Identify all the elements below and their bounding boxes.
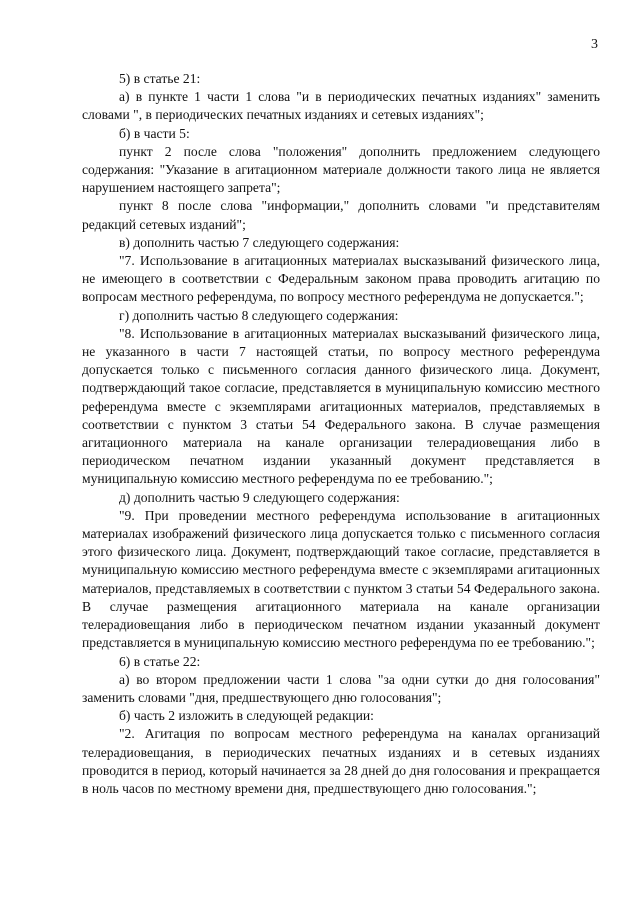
paragraph: "9. При проведении местного референдума использование в агитационных материалах изображений физического лица допускается только с письменного согласия этого физического лица. Документ, подтверждающий такое согласие, представляется в муниципальную комиссию местного референдума вместе с экземплярами агитационных материалов, представляемых в соответствии с пунктом 3 статьи 54 Федерального закона. В случае размещения агитационного материала на канале организации телерадиовещания либо в периодическом печатном издании указанный документ представляется в муниципальную комиссию местного референдума по ее требованию."; bbox=[82, 507, 600, 651]
paragraph: 6) в статье 22: bbox=[119, 653, 201, 669]
paragraph: д) дополнить частью 9 следующего содержания: bbox=[119, 489, 400, 505]
paragraph: "7. Использование в агитационных материалах высказываний физического лица, не имеющего в соответствии с Федеральным законом права проводить агитацию по вопросам местного референдума, по вопросу местного референдума не допускается."; bbox=[82, 253, 600, 305]
paragraph: "8. Использование в агитационных материалах высказываний физического лица, не указанного в части 7 настоящей статьи, по вопросу местного референдума допускается только с письменного согласия данного физического лица. Документ, подтверждающий такое согласие, представляется в муниципальную комиссию местного референдума вместе с экземплярами агитационных материалов, представляемых в соответствии с пунктом 3 статьи 54 Федерального закона. В случае размещения агитационного материала на канале организации телерадиовещания либо в периодическом печатном издании указанный документ представляется в муниципальную комиссию местного референдума по ее требованию."; bbox=[82, 325, 600, 487]
paragraph: б) в части 5: bbox=[119, 125, 190, 141]
paragraph: в) дополнить частью 7 следующего содержания: bbox=[119, 234, 400, 250]
paragraph: б) часть 2 изложить в следующей редакции: bbox=[119, 708, 374, 724]
paragraph: пункт 8 после слова "информации," дополнить словами "и представителям редакций сетевых изданий"; bbox=[82, 198, 600, 232]
paragraph: г) дополнить частью 8 следующего содержания: bbox=[119, 307, 399, 323]
paragraph: 5) в статье 21: bbox=[119, 71, 201, 86]
document-body bbox=[82, 70, 600, 798]
paragraph: а) в пункте 1 части 1 слова "и в периодических печатных изданиях" заменить словами ", в периодических печатных изданиях и сетевых изданиях"; bbox=[82, 89, 600, 123]
page-number: 3 bbox=[591, 37, 598, 52]
paragraph: а) во втором предложении части 1 слова "за одни сутки до дня голосования" заменить словами "дня, предшествующего дню голосования"; bbox=[82, 671, 600, 705]
paragraph: пункт 2 после слова "положения" дополнить предложением следующего содержания: "Указание в агитационном материале должности такого лица не является нарушением настоящего запрета"; bbox=[82, 143, 600, 196]
paragraph: "2. Агитация по вопросам местного референдума на каналах организаций телерадиовещания, в периодических печатных изданиях и в сетевых изданиях проводится в период, который начинается за 28 дней до дня голосования и прекращается в ноль часов по местному времени дня, предшествующего дню голосования."; bbox=[82, 726, 600, 796]
